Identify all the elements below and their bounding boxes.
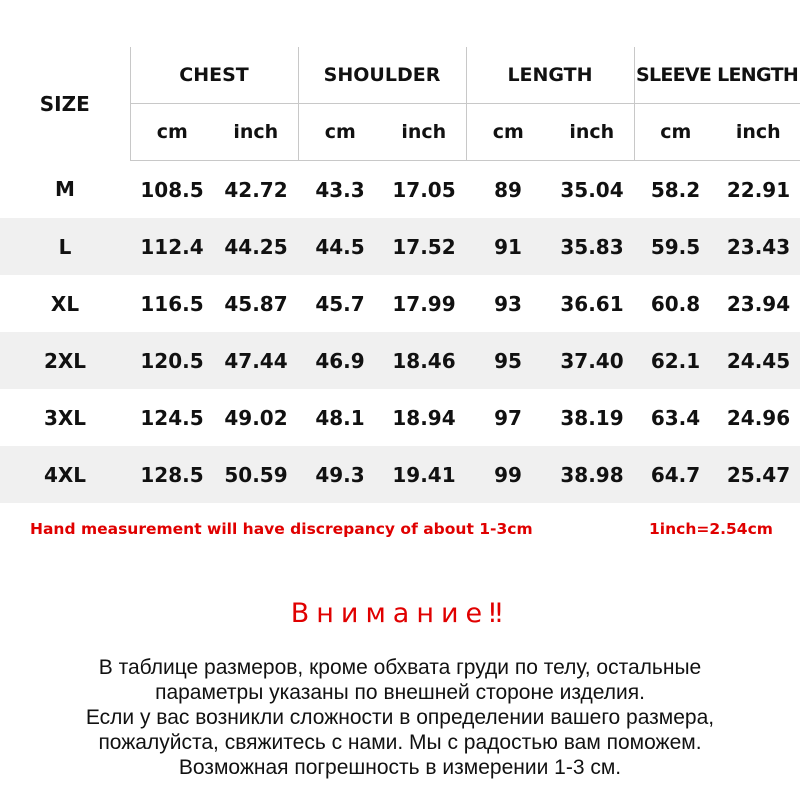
table-cell: 112.4 bbox=[130, 218, 214, 275]
table-cell: 93 bbox=[494, 291, 522, 316]
table-cell: 19.41 bbox=[382, 446, 466, 503]
table-row bbox=[0, 332, 800, 389]
table-cell: 49.02 bbox=[224, 405, 288, 430]
table-cell: 60.8 bbox=[650, 291, 701, 316]
table-row bbox=[0, 161, 800, 219]
header-row-groups bbox=[0, 47, 800, 104]
discrepancy-note: Hand measurement will have discrepancy of about 1-3cm bbox=[30, 520, 533, 538]
size-cell: 2XL bbox=[0, 332, 130, 389]
table-cell: 38.98 bbox=[550, 446, 634, 503]
size-cell: M bbox=[55, 177, 75, 202]
table-cell: 24.96 bbox=[726, 405, 791, 430]
table-row bbox=[0, 446, 800, 503]
table-cell: 47.44 bbox=[214, 332, 298, 389]
table-cell: 23.94 bbox=[726, 291, 791, 316]
size-chart-table bbox=[0, 47, 800, 503]
table-cell: 91 bbox=[466, 218, 550, 275]
table-cell: 45.87 bbox=[224, 291, 288, 316]
table-cell: 18.46 bbox=[382, 332, 466, 389]
table-cell: 62.1 bbox=[634, 332, 717, 389]
table-cell: 120.5 bbox=[130, 332, 214, 389]
size-cell: XL bbox=[50, 291, 80, 316]
table-cell: 17.52 bbox=[382, 218, 466, 275]
unit-header: inch bbox=[550, 104, 634, 161]
chest-header: CHEST bbox=[130, 47, 298, 104]
table-cell: 44.25 bbox=[214, 218, 298, 275]
notice-line: Возможная погрешность в измерении 1-3 см. bbox=[178, 756, 622, 779]
table-cell: 37.40 bbox=[550, 332, 634, 389]
table-cell: 108.5 bbox=[140, 177, 204, 202]
unit-header: inch bbox=[382, 104, 466, 161]
table-cell: 59.5 bbox=[634, 218, 717, 275]
table-cell: 35.04 bbox=[560, 177, 624, 202]
table-cell: 63.4 bbox=[650, 405, 701, 430]
notice-line: пожалуйста, свяжитесь с нами. Мы с радостью вам поможем. bbox=[98, 731, 702, 754]
table-row bbox=[0, 389, 800, 446]
attention-heading: Внимание‼ bbox=[290, 598, 510, 629]
size-cell: 4XL bbox=[0, 446, 130, 503]
table-cell: 17.99 bbox=[392, 291, 456, 316]
table-cell: 116.5 bbox=[140, 291, 204, 316]
notice-line: Если у вас возникли сложности в определении вашего размера, bbox=[85, 706, 715, 729]
unit-header: inch bbox=[717, 104, 800, 161]
table-cell: 49.3 bbox=[298, 446, 382, 503]
unit-header: cm bbox=[634, 104, 717, 161]
unit-header: cm bbox=[466, 104, 550, 161]
table-cell: 18.94 bbox=[392, 405, 456, 430]
inch-conversion-note: 1inch=2.54cm bbox=[649, 520, 773, 538]
table-cell: 24.45 bbox=[717, 332, 800, 389]
notice-line: В таблице размеров, кроме обхвата груди по телу, остальные bbox=[98, 656, 702, 679]
table-cell: 64.7 bbox=[634, 446, 717, 503]
unit-header: cm bbox=[130, 104, 214, 161]
table-cell: 25.47 bbox=[717, 446, 800, 503]
table-cell: 46.9 bbox=[298, 332, 382, 389]
table-cell: 23.43 bbox=[717, 218, 800, 275]
size-column-header: SIZE bbox=[0, 47, 130, 161]
length-header: LENGTH bbox=[466, 47, 634, 104]
table-cell: 58.2 bbox=[650, 177, 701, 202]
sleeve-length-header: SLEEVE LENGTH bbox=[634, 47, 800, 104]
table-row bbox=[0, 218, 800, 275]
table-cell: 99 bbox=[466, 446, 550, 503]
unit-header: cm bbox=[298, 104, 382, 161]
table-cell: 97 bbox=[494, 405, 522, 430]
table-cell: 38.19 bbox=[560, 405, 624, 430]
table-cell: 42.72 bbox=[224, 177, 288, 202]
table-cell: 45.7 bbox=[315, 291, 365, 316]
table-cell: 95 bbox=[466, 332, 550, 389]
table-cell: 17.05 bbox=[392, 177, 456, 202]
table-cell: 43.3 bbox=[315, 177, 365, 202]
table-cell: 50.59 bbox=[214, 446, 298, 503]
russian-notice bbox=[0, 655, 800, 780]
table-cell: 48.1 bbox=[315, 405, 365, 430]
table-row bbox=[0, 275, 800, 332]
table-cell: 36.61 bbox=[560, 291, 624, 316]
table-cell: 22.91 bbox=[726, 177, 791, 202]
shoulder-header: SHOULDER bbox=[298, 47, 466, 104]
size-cell: 3XL bbox=[43, 405, 87, 430]
unit-header: inch bbox=[214, 104, 298, 161]
table-cell: 128.5 bbox=[130, 446, 214, 503]
table-cell: 35.83 bbox=[550, 218, 634, 275]
table-cell: 124.5 bbox=[140, 405, 204, 430]
table-cell: 44.5 bbox=[298, 218, 382, 275]
table-cell: 89 bbox=[494, 177, 522, 202]
notice-line: параметры указаны по внешней стороне изделия. bbox=[155, 681, 645, 704]
size-cell: L bbox=[0, 218, 130, 275]
